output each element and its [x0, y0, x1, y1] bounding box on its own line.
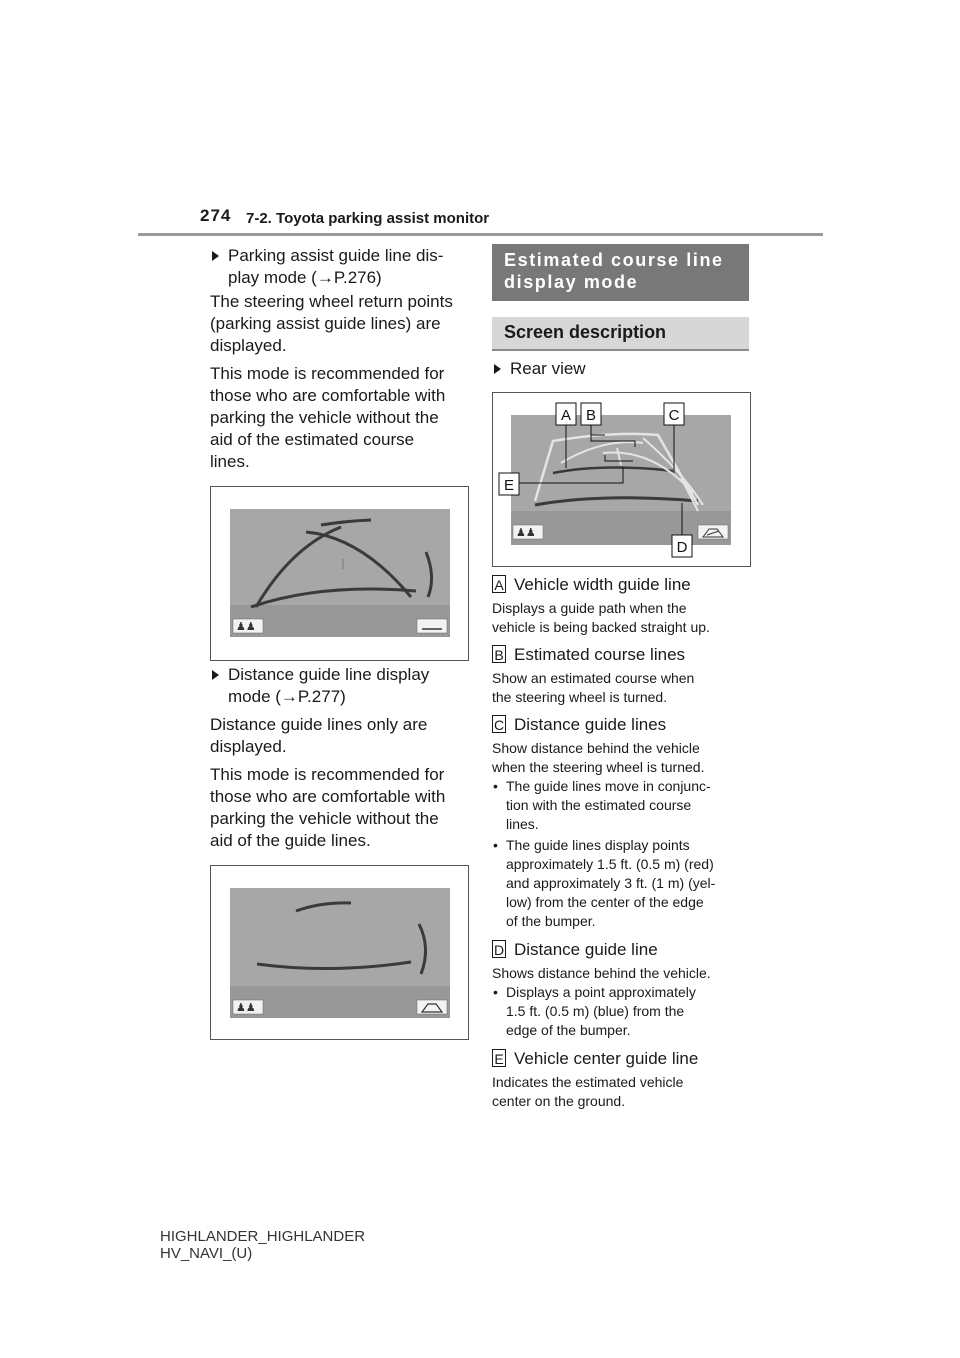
svg-text:♟♟: ♟♟ [516, 526, 536, 539]
item-b-desc: Show an estimated course when the steering wheel is turned. [492, 670, 695, 705]
letter-b-box: B [492, 645, 506, 663]
item-d-bullet-1: • Displays a point approximately 1.5 ft. (0.5 m) (blue) from the edge of the bumper. [493, 984, 696, 1038]
item-b-title: B Estimated course lines [514, 644, 685, 666]
letter-d-box: D [493, 942, 505, 958]
item-d-title: D Distance guide line [493, 940, 658, 959]
svg-text:♟♟: ♟♟ [236, 1001, 256, 1014]
item-c-title: C Distance guide lines [493, 715, 667, 734]
page-number: 274 [200, 206, 232, 225]
letter-a-box: A [492, 575, 506, 593]
header-rule [138, 233, 823, 236]
screen-distance-guide-mode [210, 865, 469, 1040]
mode2-bullet: Distance guide line display mode (→P.277) [228, 664, 429, 708]
parking-assist-screen-illustration [211, 487, 468, 660]
item-d-desc: Shows distance behind the vehicle. [492, 965, 711, 981]
distance-guide-screen-illustration [211, 866, 468, 1039]
mode1-bullet: Parking assist guide line dis- play mode (→P.276) [228, 245, 443, 289]
rear-view-illustration [493, 393, 750, 566]
item-a-desc: Displays a guide path when the vehicle is being backed straight up. [492, 600, 710, 635]
item-e-desc: Indicates the estimated vehicle center on the ground. [492, 1074, 684, 1109]
item-c-bullet-2: • The guide lines display points approximately 1.5 ft. (0.5 m) (red) and approximately 3 ft. (1 m) (yel- low) from the center of the edge of the bumper. [493, 837, 716, 929]
item-a-title: A Vehicle width guide line [514, 574, 691, 596]
heading-estimated-course-line-mode: Estimated course line display mode [492, 244, 749, 301]
triangle-bullet-icon [212, 670, 219, 680]
rear-view-bullet: Rear view [510, 358, 586, 380]
svg-text:♟♟: ♟♟ [236, 620, 256, 633]
mode1-para2: This mode is recommended for those who are comfortable with parking the vehicle without the aid of the estimated course lines. [210, 364, 446, 471]
screen-parking-assist-mode [210, 486, 469, 661]
triangle-bullet-icon [494, 364, 501, 374]
callout-a: A [560, 407, 572, 424]
callout-e: E [503, 477, 515, 494]
item-e-title: E Vehicle center guide line [514, 1048, 698, 1070]
callout-b: B [585, 407, 597, 424]
item-c-desc: Show distance behind the vehicle when the steering wheel is turned. [492, 740, 705, 775]
section-title: 7-2. Toyota parking assist monitor [246, 210, 490, 227]
mode2-para2: This mode is recommended for those who are comfortable with parking the vehicle without the aid of the guide lines. [210, 765, 446, 850]
triangle-bullet-icon [212, 251, 219, 261]
callout-d: D [676, 539, 688, 556]
heading-screen-description: Screen description [492, 317, 749, 351]
callout-c: C [668, 407, 680, 424]
mode2-para1: Distance guide lines only are displayed. [210, 715, 428, 756]
mode1-para1: The steering wheel return points (parking assist guide lines) are displayed. [210, 292, 453, 355]
item-c-bullet-1: • The guide lines move in conjunc- tion with the estimated course lines. [493, 778, 711, 832]
footer-model-code: HIGHLANDER_HIGHLANDER HV_NAVI_(U) [160, 1228, 366, 1262]
letter-c-box: C [493, 717, 505, 733]
rear-view-diagram [492, 392, 751, 567]
letter-e-box: E [492, 1049, 506, 1067]
